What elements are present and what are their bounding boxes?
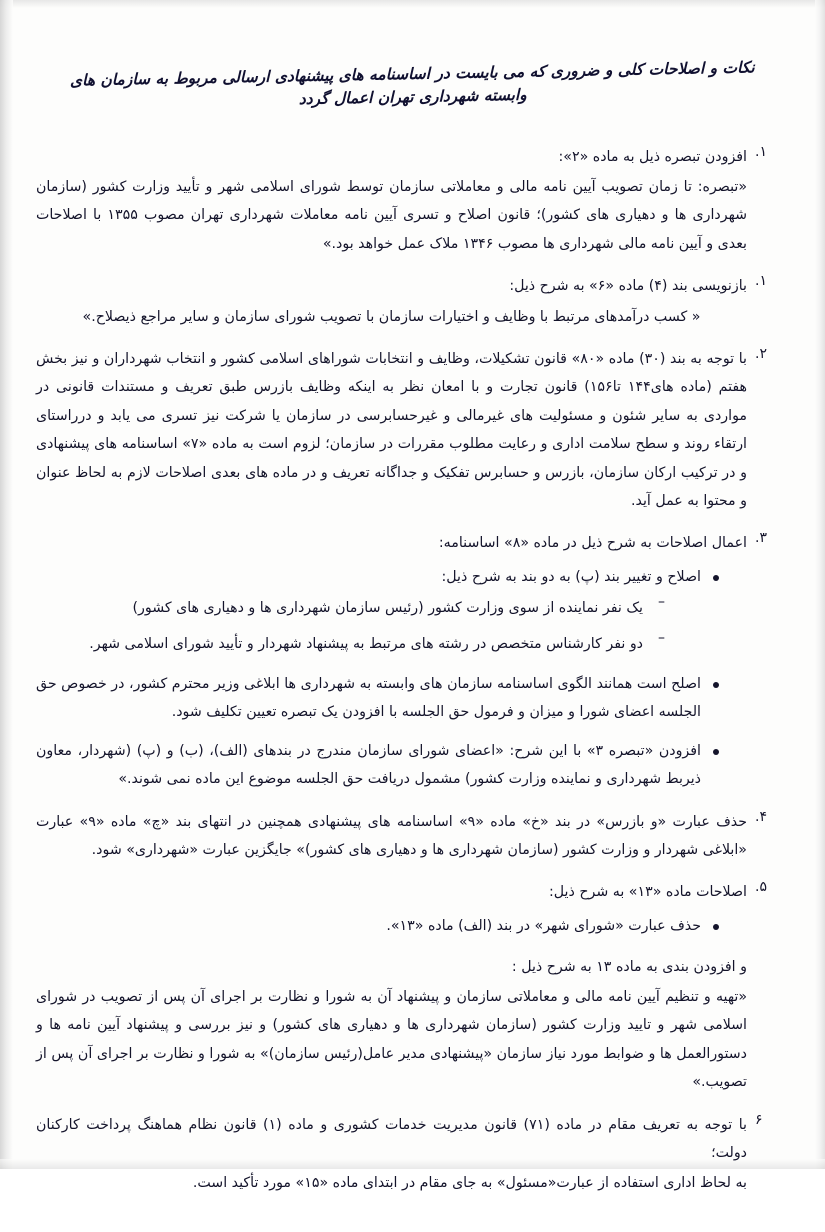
list-item bbox=[36, 671, 721, 726]
clause-paragraph: به لحاظ اداری استفاده از عبارت«مسئول» به جای مقام در ابتدای ماده «۱۵» مورد تأکید است. bbox=[192, 1175, 747, 1192]
clause-paragraph: با توجه به تعریف مقام در ماده (۷۱) قانون مدیریت خدمات کشوری و ماده (۱) قانون نظام هماهنگ پرداخت کارکنان دولت؛ bbox=[36, 1116, 747, 1161]
page-title: نکات و اصلاحات کلی و ضروری که می بایست در اساسنامه های پیشنهادی ارسالی مربوط به سازمان های وابسته شهرداری تهران اعمال گردد bbox=[69, 57, 755, 109]
list-item bbox=[36, 913, 721, 941]
clause-number: ۳. bbox=[755, 530, 767, 547]
clause-number: ۵. bbox=[755, 879, 767, 896]
clause-item bbox=[36, 272, 781, 331]
bullet-text: حذف عبارت «شورای شهر» در بند (الف) ماده «۱۳». bbox=[386, 917, 701, 934]
bullet-text: اصلح است همانند الگوی اساسنامه سازمان های وابسته به شهرداری ها ابلاغی وزیر محترم کشور، در خصوص حق الجلسه اعضای شورا و میزان و فرمول حق الجلسه با افزودن یک تبصره تعیین تکلیف شود. bbox=[36, 675, 701, 720]
clause-bullet-list bbox=[36, 564, 747, 794]
clause-number: ۴. bbox=[755, 808, 767, 825]
bullet-text: اصلاح و تغییر بند (پ) به دو بند به شرح ذیل: bbox=[441, 568, 701, 585]
list-item bbox=[36, 564, 721, 659]
clause-number: ۲. bbox=[755, 345, 767, 362]
dash-text: – دو نفر کارشناس متخصص در رشته های مرتبط به پیشنهاد شهردار و تأیید شورای اسلامی شهر. bbox=[89, 636, 643, 653]
dash-list bbox=[36, 595, 701, 658]
dash-text: – یک نفر نماینده از سوی وزارت کشور (رئیس سازمان شهرداری ها و دهیاری های کشور) bbox=[132, 600, 643, 617]
list-item bbox=[36, 631, 667, 659]
clause-number: ۶ bbox=[755, 1111, 763, 1128]
clause-paragraph: حذف عبارت «و بازرس» در بند «خ» ماده «۹» اساسنامه های پیشنهادی همچنین در انتهای بند «چ» ماده «۹» عبارت «ابلاغی شهردار و وزارت کشور (سازمان شهرداری ها و دهیاری های کشور)» جایگزین عبارت «شهرداری» شود. bbox=[36, 813, 747, 858]
clause-list bbox=[36, 143, 781, 1198]
list-item bbox=[36, 595, 667, 623]
clause-bullet-list bbox=[36, 913, 747, 941]
clause-paragraph: با توجه به بند (۳۰) ماده «۸۰» قانون تشکیلات، وظایف و انتخابات شوراهای اسلامی کشور و انتخاب شهرداران و نیز بخش هفتم (ماده های۱۴۴ تا۱۵۶) قانون تجارت و با امعان نظر به اینکه وظایف بازرس طبق تعریف و مستندات قانونی در مواردی به سایر شئون و مسئولیت های غیرمالی و غیرحسابرسی در سازمان یا شرکت نیز تسری می یابد و درراستای ارتقاء روند و سطح سلامت اداری و رعایت مطلوب مقررات در سازمان؛ لزوم است به ماده «۷» اساسنامه های پیشنهادی و در ترکیب ارکان سازمان، بازرس و حسابرس تفکیک و جداگانه تعریف و در ماده های بعدی اصلاحات لازم به لحاظ عنوان و محتوا به عمل آید. bbox=[36, 350, 748, 509]
clause-item bbox=[36, 143, 781, 259]
clause-number: ۱. bbox=[755, 273, 767, 290]
clause-paragraph: « کسب درآمدهای مرتبط با وظایف و اختیارات سازمان با تصویب شورای سازمان و سایر مراجع ذیصلاح.» bbox=[82, 308, 701, 325]
clause-paragraph: «تهیه و تنظیم آیین نامه مالی و معاملاتی سازمان و پیشنهاد آن به شورا و نظارت بر اجرای آن پس از تصویب در شورای اسلامی شهر و تایید وزارت کشور (سازمان شهرداری ها و دهیاری های کشور) و نیز بررسی و پیشنهاد آیین نامه ها و دستورالعمل ها و ضوابط مورد نیاز سازمان «پیشنهادی مدیر عامل(رئیس سازمان)» به شورا و نظارت بر اجرای آن پس از تصویب.» bbox=[36, 988, 747, 1091]
clause-item bbox=[36, 878, 781, 1096]
clause-heading: افزودن تبصره ذیل به ماده «۲»: bbox=[558, 148, 747, 165]
clause-item bbox=[36, 1111, 781, 1198]
list-item bbox=[36, 738, 721, 793]
bullet-text: افزودن «تبصره ۳» با این شرح: «اعضای شورای سازمان مندرج در بندهای (الف)، (ب) و (پ) (شهردار، معاون ذیربط شهرداری و نماینده وزارت کشور) مشمول دریافت حق الجلسه موضوع این ماده نمی شوند.» bbox=[36, 743, 701, 787]
clause-heading: بازنویسی بند (۴) ماده «۶» به شرح ذیل: bbox=[509, 278, 747, 295]
clause-heading: اصلاحات ماده «۱۳» به شرح ذیل: bbox=[549, 884, 747, 901]
clause-item bbox=[36, 345, 781, 515]
clause-item bbox=[36, 529, 781, 793]
clause-paragraph: و افزودن بندی به ماده ۱۳ به شرح ذیل : bbox=[511, 958, 747, 975]
clause-item bbox=[36, 808, 781, 865]
clause-number: ۱. bbox=[755, 143, 767, 160]
clause-heading: اعمال اصلاحات به شرح ذیل در ماده «۸» اساسنامه: bbox=[438, 535, 747, 552]
clause-paragraph: «تبصره: تا زمان تصویب آیین نامه مالی و معاملاتی سازمان توسط شورای اسلامی شهر و تأیید وزارت کشور (سازمان شهرداری ها و دهیاری های کشور)؛ قانون اصلاح و تسری آیین نامه معاملات شهرداری تهران مصوب ۱۳۵۵ با اصلاحات بعدی و آیین نامه مالی شهرداری ها مصوب ۱۳۴۶ ملاک عمل خواهد بود.» bbox=[36, 178, 747, 252]
